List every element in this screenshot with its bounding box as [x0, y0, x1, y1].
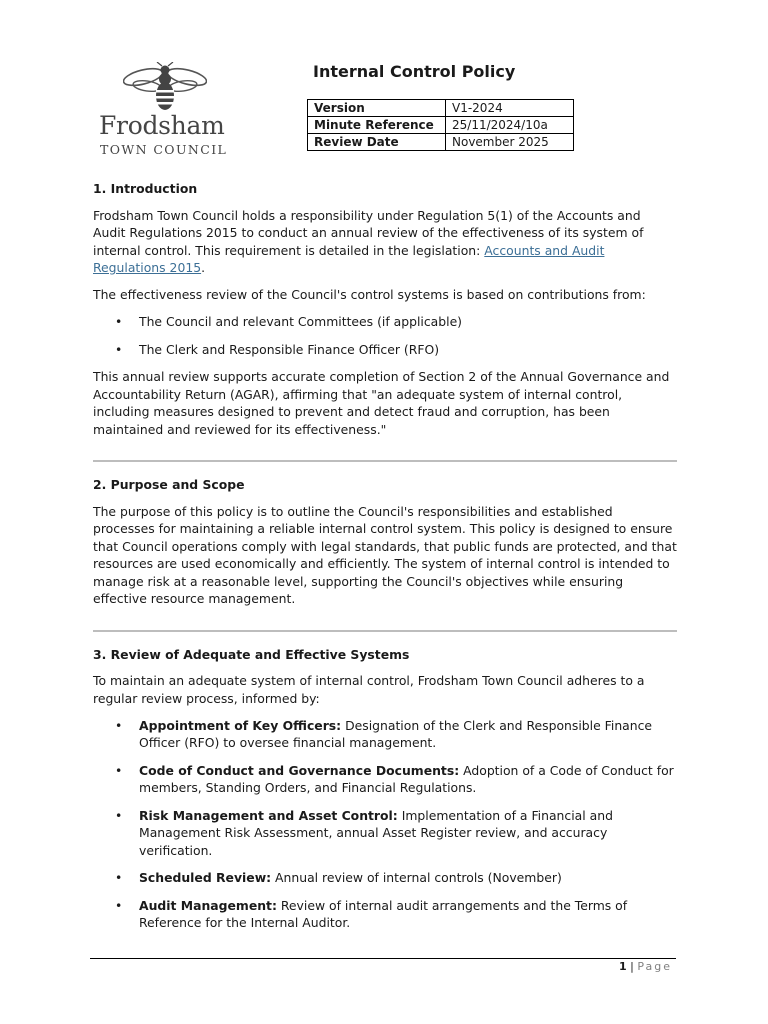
list-item: [93, 897, 677, 932]
paragraph: To maintain an adequate system of internal control, Frodsham Town Council adheres to a regular review process, informed by:: [93, 673, 645, 706]
footer-rule: [90, 958, 676, 959]
logo-name: Frodsham: [99, 111, 225, 140]
list-item: • The Clerk and Responsible Finance Officer (RFO): [93, 341, 677, 359]
logo-subtitle: TOWN COUNCIL: [100, 142, 228, 157]
table-row: [308, 117, 574, 134]
section-divider: [93, 460, 677, 462]
bee-icon: [123, 62, 207, 112]
legislation-link[interactable]: Accounts and Audit Regulations 2015: [93, 242, 605, 275]
list-item: [93, 869, 677, 887]
page-label: Page: [637, 960, 672, 973]
meta-label-version: Version: [308, 100, 446, 117]
section-heading: 3. Review of Adequate and Effective Systems: [93, 646, 410, 662]
document-title: Internal Control Policy: [313, 62, 516, 81]
meta-label-review-date: Review Date: [308, 134, 446, 151]
page-number: 1: [619, 960, 627, 973]
section-introduction: [93, 180, 677, 438]
section-purpose-and-scope: [93, 476, 677, 608]
list-item-title: Code of Conduct and Governance Documents:: [139, 762, 460, 778]
section-divider: [93, 630, 677, 632]
meta-label-minute-reference: Minute Reference: [308, 117, 446, 134]
section-review: [93, 646, 677, 932]
council-logo: [96, 60, 238, 158]
list-item-text: Annual review of internal controls (November): [271, 870, 562, 885]
section-heading: 1. Introduction: [93, 181, 198, 196]
document-meta-table: [307, 99, 574, 151]
list-item-title: Scheduled Review:: [139, 870, 272, 885]
page-separator: |: [626, 960, 638, 973]
paragraph-text: Frodsham Town Council holds a responsibility under Regulation 5(1) of the Accounts and Audit Regulations 2015 to conduct an annual review of the effectiveness of its system of internal control. This requirement is detailed in the legislation:: [93, 207, 644, 258]
meta-value-version: V1-2024: [446, 100, 574, 117]
paragraph: The effectiveness review of the Council's control systems is based on contributions from:: [93, 287, 646, 302]
list-item: • The Council and relevant Committees (if applicable): [93, 313, 677, 331]
list-item-text: Adoption of a Code of Conduct for members, Standing Orders, and Financial Regulations.: [139, 762, 674, 795]
list-item: [93, 807, 677, 860]
meta-value-minute-reference: 25/11/2024/10a: [446, 117, 574, 134]
paragraph: The purpose of this policy is to outline the Council's responsibilities and established processes for maintaining a reliable internal control system. This policy is designed to ensure that Council operations comply with legal standards, that public funds are protected, and that resources are used economically and efficiently. The system of internal control is intended to manage risk at a reasonable level, supporting the Council's objectives while ensuring effective resource management.: [93, 503, 677, 606]
list-item-title: Audit Management:: [139, 897, 277, 913]
list-item-title: Risk Management and Asset Control:: [139, 807, 398, 823]
document-body: [93, 180, 677, 942]
paragraph: This annual review supports accurate completion of Section 2 of the Annual Governance and Accountability Return (AGAR), affirming that "an adequate system of internal control, including measures designed to prevent and detect fraud and corruption, has been maintained and reviewed for its effectiveness.": [93, 369, 670, 437]
list-item: [93, 717, 677, 752]
list-item-title: Appointment of Key Officers:: [139, 717, 342, 733]
page-footer: [619, 960, 672, 973]
contributors-list: [93, 313, 677, 358]
table-row: [308, 134, 574, 151]
review-process-list: [93, 717, 677, 932]
paragraph: [93, 207, 677, 277]
list-item-text: Implementation of a Financial and Management Risk Assessment, annual Asset Register review, and accuracy verification.: [139, 807, 613, 858]
paragraph-end: .: [201, 260, 206, 275]
list-item-text: Designation of the Clerk and Responsible Finance Officer (RFO) to oversee financial management.: [139, 717, 653, 750]
list-item-text: Review of internal audit arrangements and the Terms of Reference for the Internal Auditor.: [139, 897, 628, 930]
meta-value-review-date: November 2025: [446, 134, 574, 151]
list-item: [93, 762, 677, 797]
table-row: [308, 100, 574, 117]
section-heading: 2. Purpose and Scope: [93, 477, 245, 492]
